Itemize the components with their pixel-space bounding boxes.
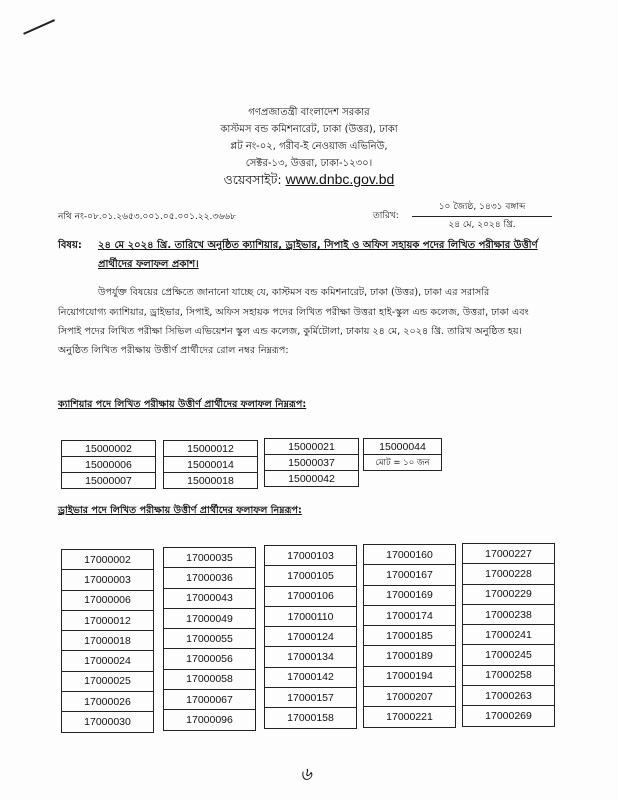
table-row	[364, 687, 456, 707]
roll-cell: 17000124	[265, 627, 357, 647]
roll-cell: 17000245	[463, 645, 555, 665]
table-row	[265, 647, 357, 667]
table-row	[265, 455, 359, 471]
website-link[interactable]: www.dnbc.gov.bd	[285, 171, 395, 187]
roll-cell: 17000228	[463, 564, 555, 584]
driver-table-3	[264, 545, 357, 729]
table-row	[265, 471, 359, 487]
roll-cell: 17000185	[364, 626, 456, 646]
body-line-4: অনুষ্ঠিত লিখিত পরীক্ষায় উত্তীর্ণ প্রার্থীদের রোল নম্বর নিম্নরূপ:	[58, 345, 289, 356]
pen-mark	[23, 19, 55, 34]
roll-cell: 17000258	[463, 665, 555, 685]
table-row	[364, 605, 456, 625]
table-row	[463, 686, 555, 706]
roll-cell: 17000003	[62, 570, 154, 590]
address-line-2: সেক্টর-১৩, উত্তরা, ঢাকা-১২৩০।	[245, 158, 373, 169]
table-row	[364, 666, 456, 686]
roll-cell: 17000026	[62, 692, 154, 712]
office-name: কাস্টমস বন্ড কমিশনারেট, ঢাকা (উত্তর), ঢাকা	[220, 124, 398, 135]
subject-line-1: ২৪ মে ২০২৪ খ্রি. তারিখে অনুষ্ঠিত ক্যাশিয়ার, ড্রাইভার, সিপাই ও অফিস সহায়ক পদের লিখিত পরীক্ষার উত্তীর্ণ	[98, 240, 538, 251]
table-row	[364, 626, 456, 646]
cashier-table-2	[163, 440, 258, 489]
table-row	[364, 585, 456, 605]
roll-cell: 17000169	[364, 585, 456, 605]
cashier-table-3	[264, 438, 359, 487]
table-row	[62, 610, 154, 630]
date-english: ২৪ মে, ২০২৪ খ্রি.	[448, 220, 516, 230]
govt-name: গণপ্রজাতন্ত্রী বাংলাদেশ সরকার	[248, 107, 370, 118]
roll-cell: 17000106	[265, 586, 357, 606]
roll-cell: 17000012	[62, 610, 154, 630]
table-row	[62, 550, 154, 570]
roll-cell: 17000269	[463, 706, 555, 726]
roll-cell: 15000037	[265, 455, 359, 471]
roll-cell: 15000006	[62, 457, 156, 473]
roll-cell: 17000006	[62, 590, 154, 610]
roll-cell: 15000012	[164, 441, 258, 457]
roll-cell: 17000134	[265, 647, 357, 667]
roll-cell: 17000056	[164, 649, 256, 669]
date-label: তারিখ:	[373, 211, 399, 221]
table-row	[62, 712, 154, 732]
table-row	[164, 669, 256, 689]
subject-line-2: প্রার্থীদের ফলাফল প্রকাশ।	[98, 259, 199, 270]
table-row	[364, 707, 456, 727]
table-row	[364, 439, 442, 455]
roll-cell: 15000014	[164, 457, 258, 473]
table-row	[463, 544, 555, 564]
roll-cell: 17000030	[62, 712, 154, 732]
table-row	[463, 564, 555, 584]
roll-cell: 17000229	[463, 584, 555, 604]
roll-cell: 17000043	[164, 588, 256, 608]
table-row	[164, 710, 256, 730]
table-row	[164, 690, 256, 710]
roll-cell: 15000018	[164, 473, 258, 489]
table-row	[463, 625, 555, 645]
table-row	[62, 692, 154, 712]
table-row	[265, 546, 357, 566]
roll-cell: 17000036	[164, 568, 256, 588]
subject-label: বিষয়:	[58, 240, 82, 251]
page-number: ৬	[300, 764, 312, 785]
roll-cell: 17000024	[62, 651, 154, 671]
roll-cell: 17000055	[164, 629, 256, 649]
roll-cell: 17000058	[164, 669, 256, 689]
roll-cell: 17000157	[265, 688, 357, 708]
roll-cell: 15000044	[364, 439, 442, 455]
table-row	[463, 604, 555, 624]
table-row	[164, 441, 258, 457]
table-row	[265, 606, 357, 626]
table-row	[62, 671, 154, 691]
roll-cell: 17000049	[164, 608, 256, 628]
roll-cell: 15000007	[62, 473, 156, 489]
table-row	[463, 665, 555, 685]
driver-table-5	[462, 543, 555, 727]
table-row	[62, 473, 156, 489]
table-row	[265, 627, 357, 647]
driver-table-2	[163, 547, 256, 731]
table-row	[62, 651, 154, 671]
body-line-3: সিপাই পদের লিখিত পরীক্ষা সিভিল এভিয়েশন স্কুল এন্ড কলেজ, কুর্মিটোলা, ঢাকায় ২৪ মে, ২০২৪ খ্রি. তারিখ অনুষ্ঠিত হয়।	[58, 326, 522, 337]
table-row	[364, 565, 456, 585]
roll-cell: 17000207	[364, 687, 456, 707]
roll-cell: 17000096	[164, 710, 256, 730]
table-row	[62, 441, 156, 457]
table-row	[265, 566, 357, 586]
roll-cell: 17000142	[265, 667, 357, 687]
driver-table-1	[61, 549, 154, 733]
website-line	[0, 171, 618, 188]
table-row	[463, 645, 555, 665]
table-row	[164, 568, 256, 588]
table-row	[62, 457, 156, 473]
roll-cell: 17000194	[364, 666, 456, 686]
table-row	[164, 457, 258, 473]
date-bangla: ১০ জ্যৈষ্ঠ, ১৪৩১ বঙ্গাব্দ	[412, 199, 552, 217]
cashier-table-1	[61, 440, 156, 489]
table-row	[164, 548, 256, 568]
table-row	[62, 631, 154, 651]
roll-cell: 17000221	[364, 707, 456, 727]
driver-heading: ড্রাইভার পদে লিখিত পরীক্ষায় উত্তীর্ণ প্রার্থীদের ফলাফল নিম্নরূপ:	[58, 505, 302, 516]
roll-cell: 17000002	[62, 550, 154, 570]
roll-cell: 17000158	[265, 708, 357, 728]
table-row	[364, 545, 456, 565]
roll-cell: 17000241	[463, 625, 555, 645]
table-row	[364, 646, 456, 666]
roll-cell: 17000110	[265, 606, 357, 626]
roll-cell: 17000189	[364, 646, 456, 666]
roll-cell: 15000021	[265, 439, 359, 455]
roll-cell: 17000025	[62, 671, 154, 691]
total-count: মোট = ১০ জন	[364, 455, 442, 471]
roll-cell: 17000227	[463, 544, 555, 564]
table-row	[265, 688, 357, 708]
table-row	[463, 706, 555, 726]
roll-cell: 17000105	[265, 566, 357, 586]
table-row	[62, 590, 154, 610]
body-line-1: উপর্যুক্ত বিষয়ের প্রেক্ষিতে জানানো যাচ্ছে যে, কাস্টমস বন্ড কমিশনারেট, ঢাকা (উত্তর), ঢাকা এর সরাসরি	[98, 287, 490, 298]
roll-cell: 17000238	[463, 604, 555, 624]
cashier-heading: ক্যাশিয়ার পদে লিখিত পরীক্ষায় উত্তীর্ণ প্রার্থীদের ফলাফল নিম্নরূপ:	[58, 399, 307, 410]
cashier-table-4	[363, 438, 442, 471]
roll-cell: 17000174	[364, 605, 456, 625]
table-row	[164, 649, 256, 669]
address-line-1: প্লট নং-০২, গরীব-ই নেওয়াজ এভিনিউ,	[230, 141, 388, 152]
driver-table-4	[363, 544, 456, 728]
table-row	[463, 584, 555, 604]
table-row	[265, 586, 357, 606]
roll-cell: 17000263	[463, 686, 555, 706]
table-row	[265, 667, 357, 687]
table-row	[265, 439, 359, 455]
roll-cell: 17000035	[164, 548, 256, 568]
table-row	[364, 455, 442, 471]
roll-cell: 15000002	[62, 441, 156, 457]
roll-cell: 17000067	[164, 690, 256, 710]
roll-cell: 17000167	[364, 565, 456, 585]
table-row	[265, 708, 357, 728]
table-row	[164, 608, 256, 628]
table-row	[164, 588, 256, 608]
roll-cell: 17000103	[265, 546, 357, 566]
roll-cell: 17000018	[62, 631, 154, 651]
table-row	[164, 629, 256, 649]
roll-cell: 15000042	[265, 471, 359, 487]
file-number: নথি নং-০৮.০১.২৬৫৩.০০১.০৫.০০১.২২.৩৬৬৮	[58, 212, 236, 222]
table-row	[62, 570, 154, 590]
body-line-2: নিয়োগযোগ্য ক্যাশিয়ার, ড্রাইভার, সিপাই, অফিস সহায়ক পদের লিখিত পরীক্ষা উত্তরা হাই-স্কুল এন্ড কলেজ, উত্তরা, ঢাকা এবং	[58, 307, 529, 318]
table-row	[164, 473, 258, 489]
website-label: ওয়েবসাইট:	[223, 172, 282, 187]
roll-cell: 17000160	[364, 545, 456, 565]
